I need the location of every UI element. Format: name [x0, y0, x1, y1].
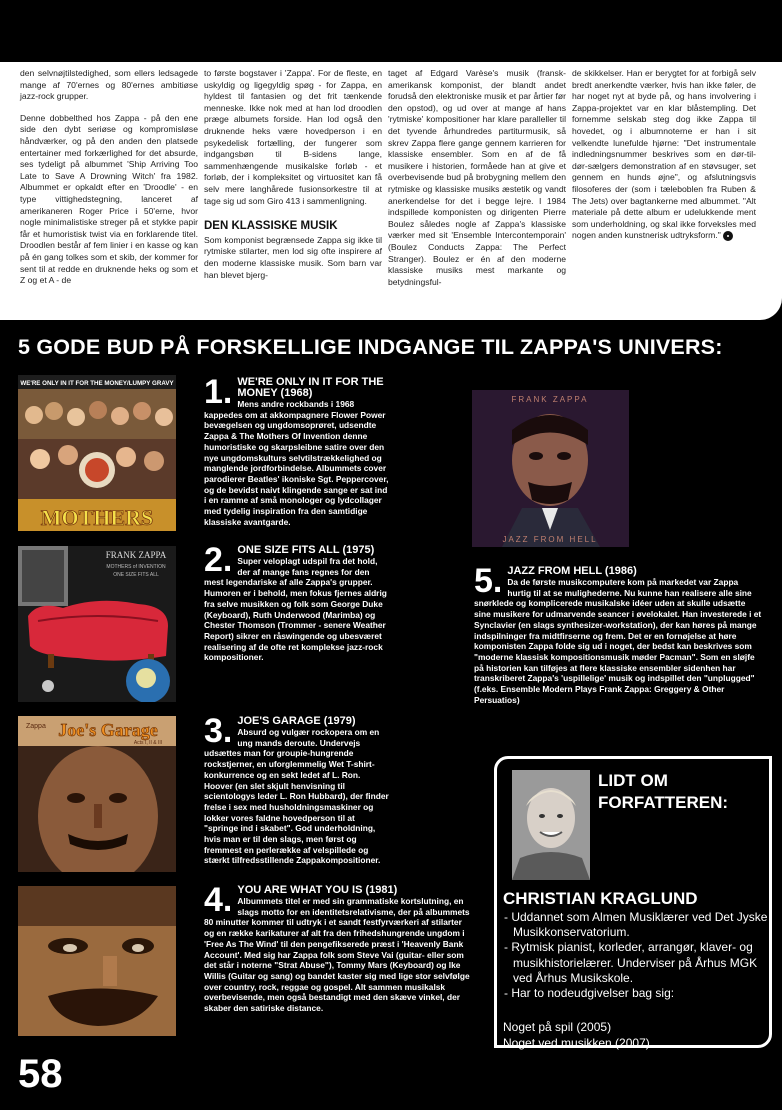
item-title: JOE'S GARAGE (1979) — [237, 715, 356, 727]
article-paragraph: taget af Edgard Varèse's musik (fransk-amerikansk komponist, der blandt andet forudså den elektroniske musik et par årtier før den opstod), og ud over at mange af hans 'rytmiske' kompositioner har klare paralleller til det tyvende århundredes partiturmusik, så skrev Zappa flere gange gennem karrieren for klassiske ensembler. Som en af de få musikere i historien, formåede han at give et overbevisende bud på brobygning mellem den rytmiske og klassiske musiks æstetik og vandt anerkendelse for det i begge lejre. I 1984 indspillede komponisten og dirigenten Pierre Boulez således nogle af Zappa's klassiske værker med sit 'Ensemble Intercontemporain' (Boulez Conducts Zappa: The Perfect Stranger). Boulez er én af den moderne klassiske musiks mest markante og betydningsful- — [388, 68, 566, 287]
item-title: JAZZ FROM HELL (1986) — [507, 565, 637, 577]
album-item-1 — [204, 373, 390, 527]
cover-word-text: MOTHERS — [40, 505, 154, 530]
cover-artist-text: FRANK ZAPPA — [105, 550, 167, 560]
author-photo — [512, 770, 590, 880]
cover-album-text: ONE SIZE FITS ALL — [113, 572, 159, 578]
item-number: 4. — [204, 881, 233, 919]
article-panel — [0, 62, 782, 320]
album-item-3 — [204, 712, 390, 866]
item-text: Da de første musikcomputere kom på markedet var Zappa hurtig til at se mulighederne. Nu kunne han realisere alle sine snørklede og komplicerede musikalske idéer uden at skulle udsætte sine musikere for udmarvende seancer i øvelokalet. Han investerede i et Synclavier (en slags synthesizer-workstation), der kan høres på mange indspilninger fra midtfirserne og frem. Det er en fornøjelse at høre komponisten Zappa folde sig ud i noget, der bedst kan beskrives som "moderne klassisk kompositionsmusik møder Pacman". Som en sløjfe på historien kan tilføjes at flere klassiske ensembler sidenhen har transkriberet Zappa's 'uspillelige' musik og indspillet den "unplugged" (f.eks. Ensemble Modern Plays Frank Zappa: Greggery & Other Persuatios) — [474, 577, 762, 705]
cover-artist-text: Zappa — [26, 723, 46, 730]
article-paragraph: Som komponist begrænsede Zappa sig ikke til rytmiske stilarter, men lod sig ofte inspirere af den moderne klassiske musik. Som barn var han blevet bjerg- — [204, 234, 382, 280]
article-column-3 — [388, 68, 566, 298]
article-paragraph: Denne dobbelthed hos Zappa - på den ene side den dybt seriøse og kompromisløse håndværker, og på den anden den platsede entertainer med forkærlighed for det absurde, ses tydeligt på albummet 'Ship Arriving Too Late to Save A Drowning Witch' fra 1982. Albummet er opkaldt efter en 'Droodle' - en type vittighedstegning, lanceret af amerikaneren Roger Price i 50'erne, hvor nogle minimalistiske streger på et stykke papir får et humoristisk twist via en forklarende titel. Droodlen består af fem linier i en kasse og kan på én gang tolkes som et skib, der kommer for sent til at redde en druknende heks og som et Z og et A - de — [20, 112, 198, 286]
article-paragraph: den selvnøjtilstedighed, som ellers ledsagede mange af 70'ernes og 80'ernes ambitiøse jazz-rock grupper. — [20, 68, 198, 102]
publication-item: Noget på spil (2005) — [503, 1020, 612, 1034]
end-mark-icon — [723, 231, 733, 241]
album-cover-3 — [18, 716, 176, 872]
item-text: Super veloplagt udspil fra det hold, der af mange fans regnes for den mest legendariske af alle Zappa's grupper. Humoren er i behold, men fokus fjernes aldrig fra selve musikken og folk som George Duke (Keyboard), Ruth Underwood (Marimba) og Chester Thomson (Trommer - senere Weather Report) sikrer en råswingende og ubesværet realisering af de ofte ret komplekse jazz-rock kompositioner. — [204, 556, 387, 663]
article-paragraph — [572, 68, 756, 242]
publication-item: Noget ved musikken (2007) — [503, 1035, 650, 1050]
album-item-2 — [204, 541, 390, 663]
item-number: 2. — [204, 541, 233, 579]
item-number: 3. — [204, 712, 233, 750]
item-text: Albummets titel er med sin grammatiske kortslutning, en slags motto for en identitetsrelativisme, der på albummets 80 minutter kommer til udtryk i et sandt festfyrværkeri af stilarter og en række karikaturer af alt fra den frihedshungrende ungdom i 'Free As The Wind' til den pengefikserede præst i 'Heavenly Bank Account'. Med sig har Zappa folk som Steve Vai (guitar- eller som det står i noterne "Strat Abuse"), Tommy Mars (Keyboard) og Ike Willis (Guitar og sang) og bandet kaster sig med lige stor selvfølge over country, rock, reggae og gospel. Alt sammen musikalsk overbevisende, men også bestandigt med den skæve vinkel, der skaber den satiriske distance. — [204, 896, 470, 1014]
author-heading-line: FORFATTEREN: — [598, 793, 729, 812]
cover-title-text: JAZZ FROM HELL — [502, 535, 598, 544]
article-column-2 — [204, 68, 382, 291]
item-title: ONE SIZE FITS ALL (1975) — [237, 544, 375, 556]
item-number: 5. — [474, 562, 503, 600]
section-heading: DEN KLASSISKE MUSIK — [204, 220, 338, 233]
cover-title-text: WE'RE ONLY IN IT FOR THE MONEY/LUMPY GRAVY — [20, 380, 174, 387]
cover-artist-text: FRANK ZAPPA — [511, 395, 589, 404]
item-text: Mens andre rockbands i 1968 kappedes om at akkompagnere Flower Power bevægelsen og ungdomsoprøret, udsendte Zappa & The Mothers Of Invention denne humoristiske og skarpsleibne satire over den nye ungdomskulturs selvtilstrækkelighed og manglende jordforbindelse. Albummets cover parodierer Beatles' ikoniske Sgt. Peppercover, og de bevidst naivt klingende sange er sat ind i en ramme af små monologer og lydcollager med tydelig inspiration fra den samtidige klassiske avantgarde. — [204, 399, 389, 527]
author-heading-line: LIDT OM — [598, 771, 668, 790]
article-paragraph: to første bogstaver i 'Zappa'. For de fleste, en uskyldig og ligegyldig spøg - for Zappa, en hyldest til fantasien og det frit tænkende menneske. Ikke nok med at han lod droodlen præge albumets forside. Han lod også den druknende heks være hovedperson i en psykedelisk fortælling, der fungerer som indgangsbøn til B-sidens lange, sammenhængende musikalske forløb - et forløb, der i kompleksitet og virtuositet kan få selv mere langhårede fusionsorkestre til at tage sig ud som Giro 413 i sammenligning. — [204, 68, 382, 206]
page-number: 58 — [18, 1052, 63, 1096]
item-title: WE'RE ONLY IN IT FOR THE MONEY (1968) — [237, 376, 384, 399]
article-text: de skikkelser. Han er berygtet for at forbigå selv bredt anerkendte værker, hvis han ikke føler, de har noget nyt at byde på, og hans involvering i Zappa-projektet var en klar blåstempling. Det fornemme selskab steg dog ikke Zappa til hovedet, og i albumnoterne er han i sit velkendte lunefulde hjørne: "Det instrumentale indledningsnummer beskrives som en dør-til-dør-sælgers demonstration af en støvsuger, set gennem en hunds øjne", og afslutningsvis filosoferes der (som i tæleboblen fra Ruben & The Jets) over bagtankerne med albummet. "Alt materiale på dette album er udelukkende ment som underholdning, og skal ikke forveksles med nogen anden kunstnerisk udtryksform." — [572, 68, 756, 241]
cover-subtitle-text: Acts I, II & III — [133, 740, 163, 746]
item-title: YOU ARE WHAT YOU IS (1981) — [237, 884, 398, 896]
album-cover-4 — [18, 886, 176, 1042]
author-bullet: - Uddannet som Almen Musiklærer ved Det Jyske Musikkonservatorium. — [504, 910, 768, 940]
author-publications — [503, 1020, 650, 1051]
author-name: CHRISTIAN KRAGLUND — [503, 889, 698, 908]
album-item-5 — [474, 562, 764, 705]
album-cover-1 — [18, 375, 176, 531]
album-cover-5 — [472, 390, 629, 547]
author-heading — [598, 770, 728, 814]
author-bullet-list — [503, 910, 771, 1001]
author-bullet: - Har to nodeudgivelser bag sig: — [504, 986, 675, 1001]
item-text: Absurd og vulgær rockopera om en ung mands deroute. Undervejs udsættes man for groupie-hungrende rockstjerner, en uforglemmelig Wet T-shirt-konkurrence og en sekt ledet af L. Ron. Hoover (en slet skjult henvisning til scientologys leder L. Ron Hubbard), der finder frelse i sex med husholdningsmaskiner og lokker vores faldne hovedperson til at "springe ind i skabet". God underholdning, hvis man er til den slags, men først og fremmest en perlerække af velspillede og stærkt tilfredsstillende Zappakompositioner. — [204, 727, 389, 866]
section-headline: 5 GODE BUD PÅ FORSKELLIGE INDGANGE TIL ZAPPA'S UNIVERS: — [18, 335, 723, 359]
article-column-4 — [572, 68, 756, 252]
album-cover-2 — [18, 546, 176, 702]
article-column-1 — [20, 68, 198, 297]
cover-title-text: Joe's Garage — [58, 720, 158, 740]
album-item-4 — [204, 881, 470, 1014]
author-bullet: - Rytmisk pianist, korleder, arrangør, klaver- og musikhistorielærer. Underviser på Århus MGK ved Århus Musikskole. — [504, 940, 758, 985]
item-number: 1. — [204, 373, 233, 411]
cover-band-text: MOTHERS of INVENTION — [106, 564, 166, 570]
